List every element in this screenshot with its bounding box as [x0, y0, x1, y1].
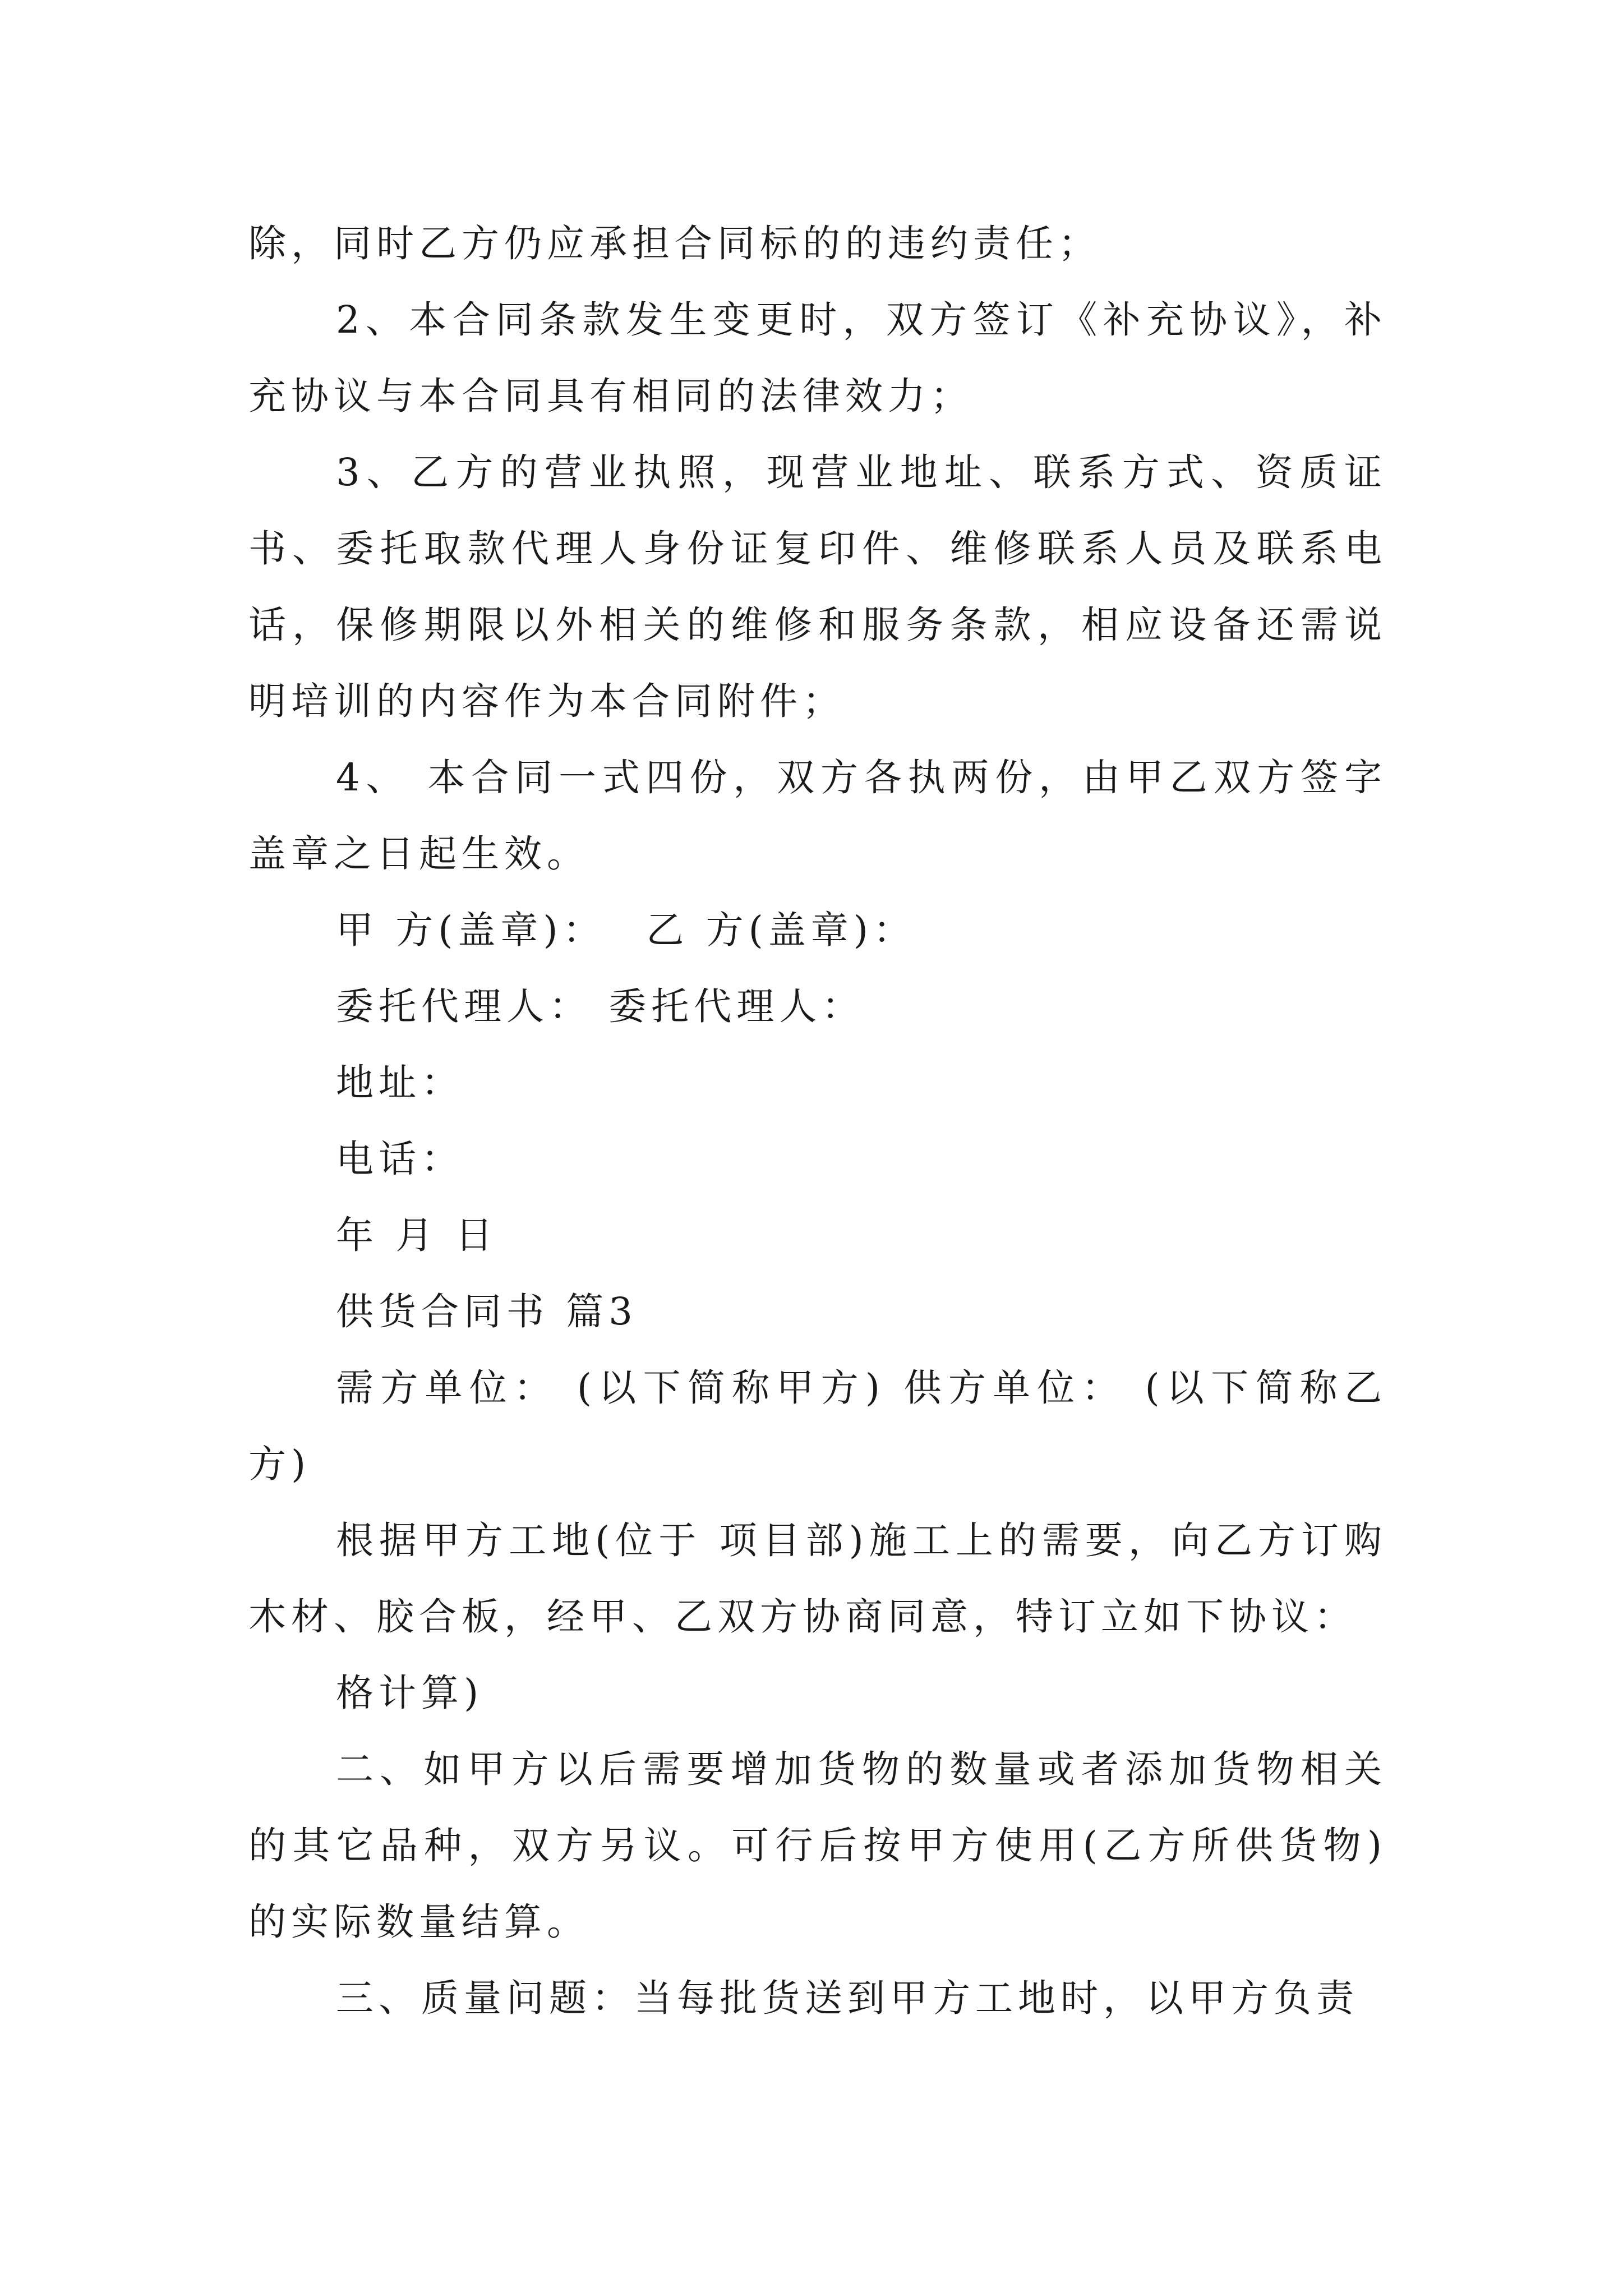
signature-date-line: 年 月 日 [336, 1213, 498, 1257]
section-title: 供货合同书 篇3 [336, 1290, 638, 1333]
paragraph-continuation: 除，同时乙方仍应承担合同标的的违约责任； [248, 222, 1101, 265]
signature-phone-line: 电话： [336, 1137, 464, 1181]
parties-line: 需方单位： (以下简称甲方) 供方单位： (以下简称乙方) [248, 1366, 1387, 1486]
paragraph-article-2: 二、如甲方以后需要增加货物的数量或者添加货物相关的其它品种，双方另议。可行后按甲方使用(乙方所供货物)的实际数量结算。 [248, 1747, 1387, 1944]
paragraph-preamble: 根据甲方工地(位于 项目部)施工上的需要，向乙方订购木材、胶合板，经甲、乙双方协商同意，特订立如下协议： [248, 1519, 1387, 1639]
paragraph-clause-2: 2、本合同条款发生变更时，双方签订《补充协议》，补充协议与本合同具有相同的法律效力； [248, 298, 1387, 418]
contract-body [248, 205, 1387, 2036]
signature-agent-line: 委托代理人： 委托代理人： [336, 984, 865, 1028]
signature-address-line: 地址： [336, 1061, 464, 1105]
paragraph-clause-4: 4、 本合同一式四份，双方各执两份，由甲乙双方签字盖章之日起生效。 [248, 756, 1387, 876]
signature-seal-line: 甲 方(盖章)： 乙 方(盖章)： [336, 908, 916, 952]
paragraph-fragment: 格计算) [336, 1671, 484, 1715]
paragraph-clause-3: 3、乙方的营业执照，现营业地址、联系方式、资质证书、委托取款代理人身份证复印件、维修联系人员及联系电话，保修期限以外相关的维修和服务条款，相应设备还需说明培训的内容作为本合同附件； [248, 450, 1387, 723]
paragraph-article-3: 三、质量问题：当每批货送到甲方工地时，以甲方负责 [336, 1976, 1359, 2020]
